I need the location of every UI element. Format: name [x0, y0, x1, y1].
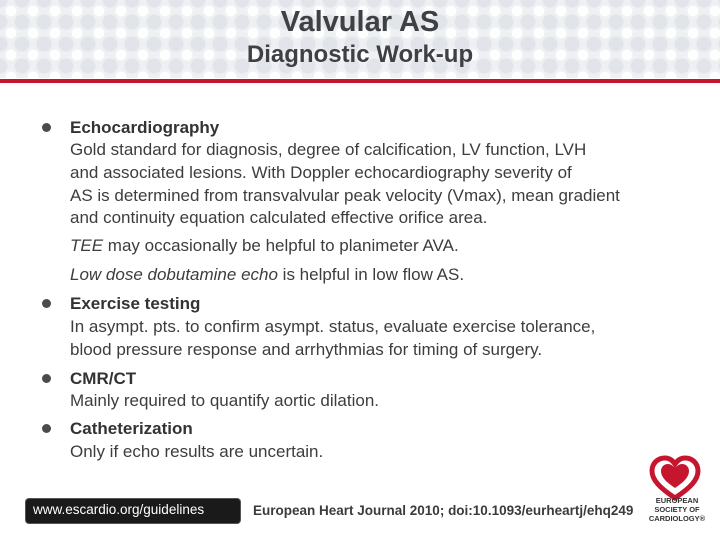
bullet-icon	[42, 374, 51, 383]
slide-title: Valvular AS	[280, 6, 440, 38]
section-heading-cmr-ct: CMR/CT	[70, 369, 137, 388]
note-emphasis: Low dose dobutamine echo	[70, 265, 278, 284]
logo-text-line: EUROPEAN	[655, 496, 699, 505]
section-heading-echocardiography: Echocardiography	[70, 118, 220, 137]
bullet-icon	[42, 424, 51, 433]
section-text-line: Only if echo results are uncertain.	[70, 442, 324, 461]
slide-subtitle: Diagnostic Work-up	[246, 41, 474, 68]
logo-text-line: CARDIOLOGY®	[648, 514, 706, 523]
section-text-line: AS is determined from transvalvular peak velocity (Vmax), mean gradient	[70, 186, 620, 205]
section-text-line: Gold standard for diagnosis, degree of calcification, LV function, LVH	[70, 140, 587, 159]
note-text: may occasionally be helpful to planimeter AVA.	[103, 236, 459, 255]
section-text-line: and associated lesions. With Doppler echocardiography severity of	[70, 163, 572, 182]
note-text: is helpful in low flow AS.	[277, 265, 465, 284]
note-emphasis: TEE	[70, 236, 104, 255]
section-note	[70, 264, 464, 286]
section-text-line: blood pressure response and arrhythmias for timing of surgery.	[70, 340, 543, 359]
guidelines-link[interactable]: www.escardio.org/guidelines	[33, 502, 205, 517]
section-text-line: In asympt. pts. to confirm asympt. status, evaluate exercise tolerance,	[70, 317, 596, 336]
bullet-icon	[42, 123, 51, 132]
section-text-line: Mainly required to quantify aortic dilation.	[70, 391, 379, 410]
section-text-line: and continuity equation calculated effective orifice area.	[70, 208, 488, 227]
journal-citation: European Heart Journal 2010; doi:10.1093/eurheartj/ehq249	[253, 503, 634, 518]
section-heading-catheterization: Catheterization	[70, 419, 193, 438]
section-heading-exercise-testing: Exercise testing	[70, 294, 201, 313]
title-divider	[0, 79, 720, 83]
logo-text-line: SOCIETY OF	[654, 505, 700, 514]
section-note	[70, 235, 459, 257]
bullet-icon	[42, 299, 51, 308]
